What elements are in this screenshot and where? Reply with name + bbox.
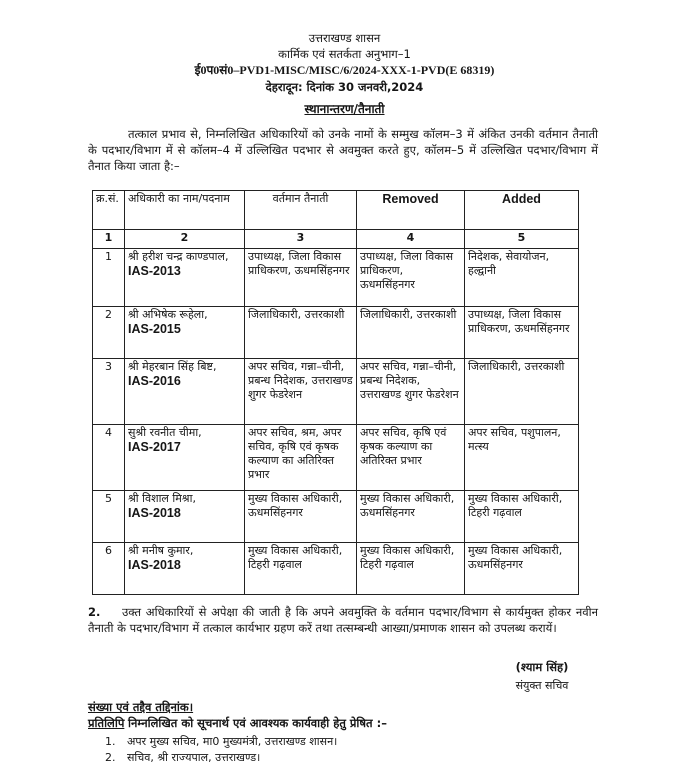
reference-line: संख्या एवं तद्दैव तद्दिनांक। — [88, 700, 194, 714]
table-row — [93, 425, 579, 491]
added-posting: उपाध्यक्ष, जिला विकास प्राधिकरण, ऊधमसिंहनगर — [465, 307, 579, 359]
intro-paragraph: तत्काल प्रभाव से, निम्नलिखित अधिकारियों को उनके नामों के सम्मुख कॉलम–3 में अंकित उनकी वर्तमान तैनाती के पदभार/विभाग में से कॉलम–4 में उल्लिखित पदभार से अवमुक्त करते हुए, कॉलम–5 में उल्लिखित पदभार/विभाग में तैनात किया जाता है:– — [88, 127, 598, 173]
current-posting: जिलाधिकारी, उत्तरकाशी — [245, 307, 357, 359]
header-sn: क्र.सं. — [93, 191, 125, 230]
removed-posting: उपाध्यक्ष, जिला विकास प्राधिकरण, ऊधमसिंहनगर — [357, 249, 465, 307]
row-sn: 1 — [93, 249, 125, 307]
officer-name: श्री विशाल मिश्रा, — [128, 492, 196, 505]
removed-posting: अपर सचिव, गन्ना–चीनी, प्रबन्ध निदेशक, उत्तराखण्ड शुगर फेडरेशन — [357, 359, 465, 425]
copy-text: निम्नलिखित को सूचनार्थ एवं आवश्यक कार्यवाही हेतु प्रेषित :– — [128, 716, 387, 730]
added-posting: जिलाधिकारी, उत्तरकाशी — [465, 359, 579, 425]
transfer-table — [92, 190, 579, 595]
reference-number: ई0प0सं0–PVD1-MISC/MISC/6/2024-XXX-1-PVD(E 68319) — [194, 63, 495, 77]
removed-posting: मुख्य विकास अधिकारी, ऊधमसिंहनगर — [357, 491, 465, 543]
copy-to-heading — [88, 716, 387, 731]
signatory-designation: संयुक्त सचिव — [515, 679, 569, 692]
copy-item-number: 2. — [105, 751, 116, 764]
paragraph-2 — [88, 604, 598, 636]
signatory-name: (श्याम सिंह) — [515, 660, 569, 674]
officer-cell — [125, 307, 245, 359]
table-row — [93, 491, 579, 543]
copy-item-number: 1. — [105, 735, 116, 748]
row-sn: 5 — [93, 491, 125, 543]
paragraph-2-number: 2. — [88, 605, 101, 619]
officer-cell — [125, 249, 245, 307]
officer-cell — [125, 491, 245, 543]
officer-name: सुश्री रवनीत चीमा, — [128, 426, 202, 439]
removed-posting: अपर सचिव, कृषि एवं कृषक कल्याण का अतिरिक्त प्रभार — [357, 425, 465, 491]
table-row — [93, 359, 579, 425]
table-row — [93, 249, 579, 307]
table-row — [93, 307, 579, 359]
col-number: 3 — [245, 230, 357, 249]
subject-heading: स्थानान्तरण/तैनाती — [304, 102, 385, 116]
header-added: Added — [465, 191, 579, 230]
copy-label: प्रतिलिपि — [88, 716, 125, 730]
officer-batch: IAS-2018 — [128, 558, 181, 572]
officer-batch: IAS-2017 — [128, 440, 181, 454]
added-posting: निदेशक, सेवायोजन, हल्द्वानी — [465, 249, 579, 307]
officer-cell — [125, 359, 245, 425]
copy-list-item — [105, 734, 337, 749]
header-removed: Removed — [357, 191, 465, 230]
header-current: वर्तमान तैनाती — [245, 191, 357, 230]
current-posting: अपर सचिव, श्रम, अपर सचिव, कृषि एवं कृषक कल्याण का अतिरिक्त प्रभार — [245, 425, 357, 491]
officer-batch: IAS-2015 — [128, 322, 181, 336]
place-date: देहरादून: दिनांक 30 जनवरी,2024 — [265, 80, 424, 94]
officer-name: श्री मेहरबान सिंह बिष्ट, — [128, 360, 217, 373]
row-sn: 4 — [93, 425, 125, 491]
officer-name: श्री अभिषेक रूहेला, — [128, 308, 208, 321]
header-officer: अधिकारी का नाम/पदनाम — [125, 191, 245, 230]
officer-batch: IAS-2018 — [128, 506, 181, 520]
table-header-row — [93, 191, 579, 230]
added-posting: मुख्य विकास अधिकारी, टिहरी गढ़वाल — [465, 491, 579, 543]
row-sn: 6 — [93, 543, 125, 595]
officer-name: श्री हरीश चन्द्र काण्डपाल, — [128, 250, 229, 263]
copy-list-item — [105, 750, 260, 765]
added-posting: मुख्य विकास अधिकारी, ऊधमसिंहनगर — [465, 543, 579, 595]
col-number: 5 — [465, 230, 579, 249]
col-number: 2 — [125, 230, 245, 249]
officer-cell — [125, 425, 245, 491]
current-posting: मुख्य विकास अधिकारी, ऊधमसिंहनगर — [245, 491, 357, 543]
officer-cell — [125, 543, 245, 595]
copy-item-text: अपर मुख्य सचिव, मा0 मुख्यमंत्री, उत्तराखण्ड शासन। — [127, 735, 338, 748]
paragraph-2-text: उक्त अधिकारियों से अपेक्षा की जाती है कि अपने अवमुक्ति के वर्तमान पदभार/विभाग से कार्यमुक्त होकर नवीन तैनाती के पदभार/विभाग में तत्काल कार्यभार ग्रहण करें तथा तत्सम्बन्धी आख्या/प्रमाणक शासन को उपलब्ध करायें। — [88, 605, 598, 635]
section-name: कार्मिक एवं सतर्कता अनुभाग–1 — [278, 47, 411, 61]
copy-item-text: सचिव, श्री राज्यपाल, उत्तराखण्ड। — [127, 751, 261, 764]
row-sn: 2 — [93, 307, 125, 359]
column-number-row — [93, 230, 579, 249]
current-posting: मुख्य विकास अधिकारी, टिहरी गढ़वाल — [245, 543, 357, 595]
officer-batch: IAS-2013 — [128, 264, 181, 278]
officer-batch: IAS-2016 — [128, 374, 181, 388]
removed-posting: मुख्य विकास अधिकारी, टिहरी गढ़वाल — [357, 543, 465, 595]
row-sn: 3 — [93, 359, 125, 425]
col-number: 4 — [357, 230, 465, 249]
current-posting: उपाध्यक्ष, जिला विकास प्राधिकरण, ऊधमसिंहनगर — [245, 249, 357, 307]
govt-name: उत्तराखण्ड शासन — [308, 31, 381, 45]
officer-name: श्री मनीष कुमार, — [128, 544, 194, 557]
current-posting: अपर सचिव, गन्ना–चीनी, प्रबन्ध निदेशक, उत्तराखण्ड शुगर फेडरेशन — [245, 359, 357, 425]
removed-posting: जिलाधिकारी, उत्तरकाशी — [357, 307, 465, 359]
table-row — [93, 543, 579, 595]
added-posting: अपर सचिव, पशुपालन, मत्स्य — [465, 425, 579, 491]
col-number: 1 — [93, 230, 125, 249]
